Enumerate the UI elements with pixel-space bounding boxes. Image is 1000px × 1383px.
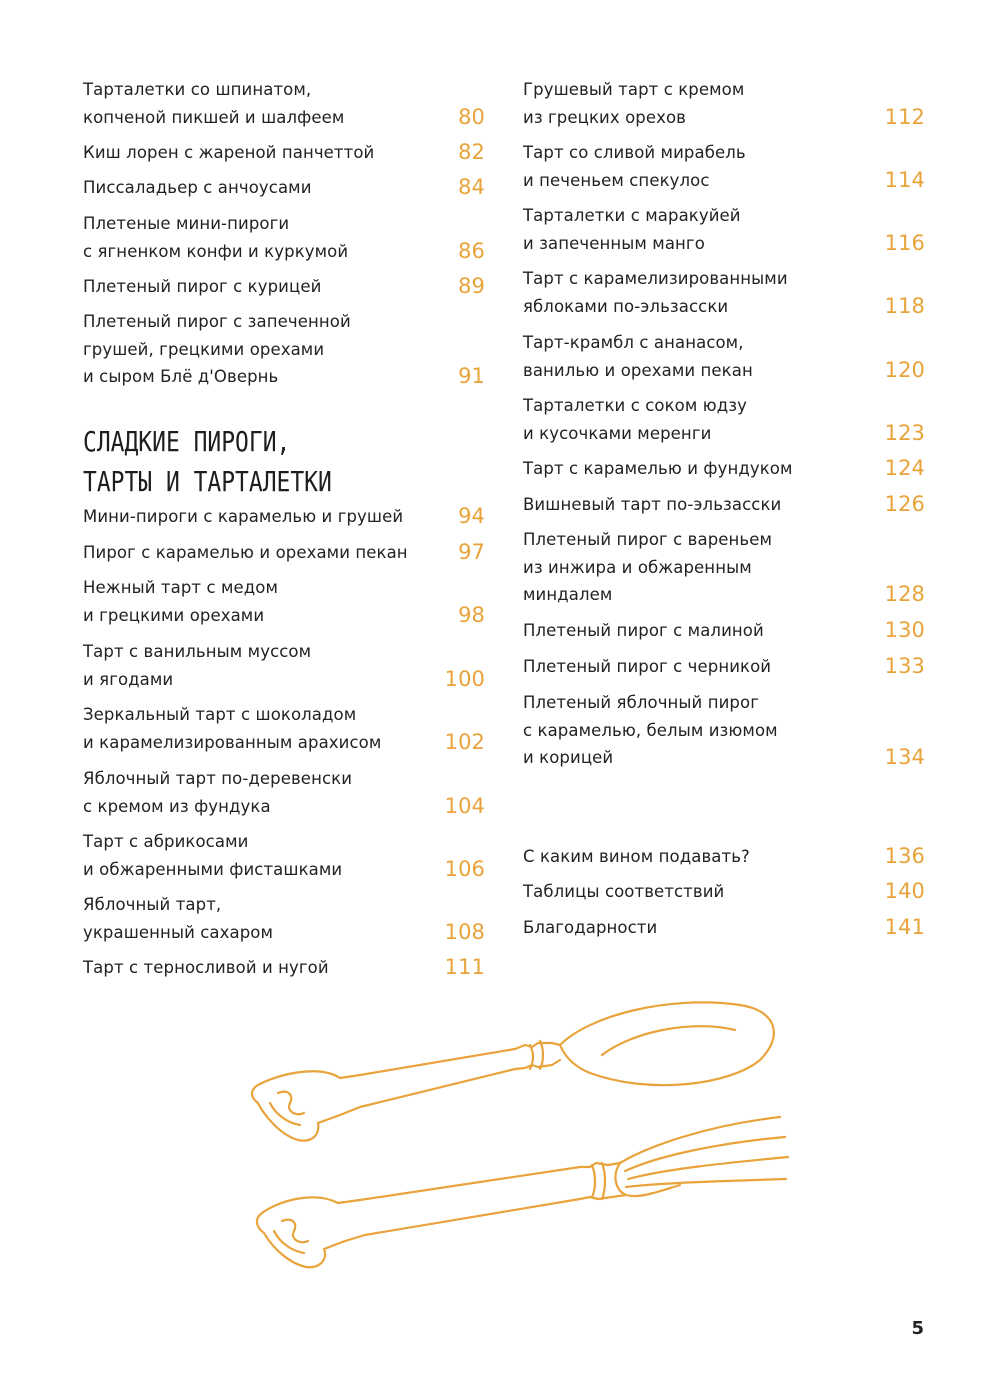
entry-title-line: Писсаладьер с анчоусами: [83, 178, 312, 197]
toc-entry[interactable]: [523, 689, 925, 772]
entry-page-number: 116: [884, 230, 925, 255]
entry-title-line: и грецкими орехами: [83, 605, 265, 625]
entry-page-number: 123: [884, 420, 925, 445]
toc-entry[interactable]: [83, 503, 485, 531]
entry-title-line: Плетеный пирог с запеченной: [83, 312, 351, 331]
spoon-bowl-inner: [602, 1026, 735, 1055]
entry-page-number: 91: [458, 364, 485, 388]
spoon-bowl: [560, 1002, 774, 1085]
toc-entry[interactable]: [83, 308, 485, 391]
entry-title-line: с карамелью, белым изюмом: [523, 720, 778, 740]
toc-entry[interactable]: [83, 210, 485, 265]
entry-page-number: 106: [444, 856, 485, 881]
toc-entry[interactable]: [523, 526, 925, 609]
toc-entry[interactable]: [523, 455, 925, 483]
toc-entry[interactable]: [83, 539, 485, 567]
entry-page-number: 84: [458, 175, 485, 199]
entry-title-line: Плетеный яблочный пирог: [523, 693, 759, 712]
toc-entry[interactable]: [83, 273, 485, 301]
toc-entry[interactable]: [83, 954, 485, 982]
entry-title-line: и ягодами: [83, 669, 174, 689]
entry-title-line: Плетеные мини-пироги: [83, 214, 290, 233]
entry-page-number: 128: [884, 582, 925, 606]
toc-entry[interactable]: [83, 891, 485, 946]
entry-title-line: Яблочный тарт,: [83, 895, 222, 914]
page-number: 5: [911, 1318, 924, 1339]
fork-handle: [257, 1167, 580, 1267]
entry-title-line: из грецких орехов: [523, 107, 686, 127]
entry-page-number: 136: [884, 844, 925, 868]
entry-title-line: С каким вином подавать?: [523, 847, 750, 866]
entry-title-line: и запеченным манго: [523, 233, 705, 253]
entry-title-line: Пирог с карамелью и орехами пекан: [83, 543, 408, 562]
toc-entry[interactable]: [523, 265, 925, 320]
entry-title-line: Благодарности: [523, 918, 658, 937]
entry-title-line: ванилью и орехами пекан: [523, 360, 753, 380]
fork-tines: [620, 1117, 788, 1187]
entry-title-line: Плетеный пирог с малиной: [523, 621, 764, 640]
entry-title-line: Плетеный пирог с курицей: [83, 277, 322, 296]
toc-entry[interactable]: [83, 174, 485, 202]
entry-title-line: и карамелизированным арахисом: [83, 732, 382, 752]
entry-page-number: 111: [444, 955, 485, 979]
entry-title-line: Таблицы соответствий: [523, 882, 725, 901]
entry-page-number: 133: [884, 654, 925, 678]
entry-title-line: Тарт с терносливой и нугой: [83, 958, 329, 977]
toc-entry[interactable]: [523, 392, 925, 447]
toc-entry[interactable]: [83, 701, 485, 756]
entry-title-line: Нежный тарт с медом: [83, 578, 279, 597]
entry-page-number: 118: [884, 293, 925, 318]
entry-title-line: Тарталетки с соком юдзу: [523, 396, 748, 415]
toc-entry[interactable]: [523, 202, 925, 257]
entry-title-line: миндалем: [523, 585, 613, 604]
entry-title-line: грушей, грецкими орехами: [83, 339, 325, 359]
entry-title-line: Вишневый тарт по-эльзасски: [523, 495, 782, 514]
entry-page-number: 104: [444, 793, 485, 818]
toc-entry[interactable]: [523, 617, 925, 645]
entry-page-number: 120: [884, 357, 925, 382]
entry-title-line: яблоками по-эльзасски: [523, 296, 729, 316]
entry-page-number: 134: [884, 745, 925, 769]
toc-entry[interactable]: [523, 653, 925, 681]
entry-page-number: 80: [458, 104, 485, 129]
toc-entry[interactable]: [83, 765, 485, 820]
toc-entry[interactable]: [523, 76, 925, 131]
entry-title-line: Мини-пироги с карамелью и грушей: [83, 507, 404, 526]
toc-entry[interactable]: [83, 574, 485, 629]
spoon-fork-icon: [240, 985, 800, 1285]
entry-title-line: с ягненком конфи и куркумой: [83, 241, 349, 261]
section-heading-line: ТАРТЫ И ТАРТАЛЕТКИ: [83, 465, 332, 498]
entry-title-line: и кусочками меренги: [523, 423, 712, 443]
toc-entry[interactable]: [523, 139, 925, 194]
entry-page-number: 102: [444, 729, 485, 754]
toc-entry-wine[interactable]: [523, 843, 925, 871]
toc-entry[interactable]: [83, 638, 485, 693]
toc-entry-acknowledgements[interactable]: [523, 914, 925, 942]
entry-page-number: 108: [444, 919, 485, 944]
entry-page-number: 97: [458, 540, 485, 564]
entry-title-line: Плетеный пирог с вареньем: [523, 530, 773, 549]
entry-page-number: 141: [884, 915, 925, 939]
entry-page-number: 89: [458, 274, 485, 298]
entry-title-line: Зеркальный тарт с шоколадом: [83, 705, 357, 724]
entry-page-number: 86: [458, 238, 485, 263]
entry-title-line: из инжира и обжаренным: [523, 557, 752, 577]
entry-page-number: 100: [444, 666, 485, 691]
entry-title-line: Тарт с ванильным муссом: [83, 642, 312, 661]
entry-page-number: 140: [884, 879, 925, 903]
section-heading-line: СЛАДКИЕ ПИРОГИ,: [83, 425, 291, 458]
entry-title-line: и печеньем спекулос: [523, 170, 710, 190]
entry-page-number: 98: [458, 602, 485, 627]
entry-title-line: Киш лорен с жареной панчеттой: [83, 143, 375, 162]
toc-entry[interactable]: [523, 491, 925, 519]
entry-title-line: Тарт-крамбл с ананасом,: [523, 333, 744, 352]
entry-title-line: Тарт с карамелью и фундуком: [523, 459, 793, 478]
entry-title-line: Яблочный тарт по-деревенски: [83, 769, 353, 788]
entry-title-line: Тарт с карамелизированными: [523, 269, 788, 288]
entry-title-line: копченой пикшей и шалфеем: [83, 107, 345, 127]
entry-page-number: 112: [884, 104, 925, 129]
entry-page-number: 124: [884, 456, 925, 480]
entry-title-line: и корицей: [523, 748, 614, 767]
toc-entry[interactable]: [83, 139, 485, 167]
toc-entry[interactable]: [523, 329, 925, 384]
toc-entry[interactable]: [83, 828, 485, 883]
entry-title-line: украшенный сахаром: [83, 922, 274, 942]
entry-title-line: Грушевый тарт с кремом: [523, 80, 745, 99]
toc-entry-tables[interactable]: [523, 878, 925, 906]
entry-page-number: 94: [458, 504, 485, 528]
entry-title-line: Тарт со сливой мирабель: [523, 143, 746, 162]
entry-page-number: 114: [884, 167, 925, 192]
entry-title-line: Тарталетки с маракуйей: [523, 206, 741, 225]
section-heading: [83, 422, 332, 502]
toc-entry[interactable]: [83, 76, 485, 131]
entry-title-line: и сыром Блё д'Овернь: [83, 367, 279, 386]
entry-title-line: Плетеный пирог с черникой: [523, 657, 772, 676]
spoon-neck: [515, 1043, 560, 1069]
entry-page-number: 126: [884, 492, 925, 516]
entry-title-line: Тарталетки со шпинатом,: [83, 80, 312, 99]
entry-title-line: Тарт с абрикосами: [83, 832, 249, 851]
entry-title-line: и обжаренными фисташками: [83, 859, 343, 879]
entry-page-number: 130: [884, 618, 925, 642]
entry-page-number: 82: [458, 140, 485, 164]
entry-title-line: с кремом из фундука: [83, 796, 271, 816]
